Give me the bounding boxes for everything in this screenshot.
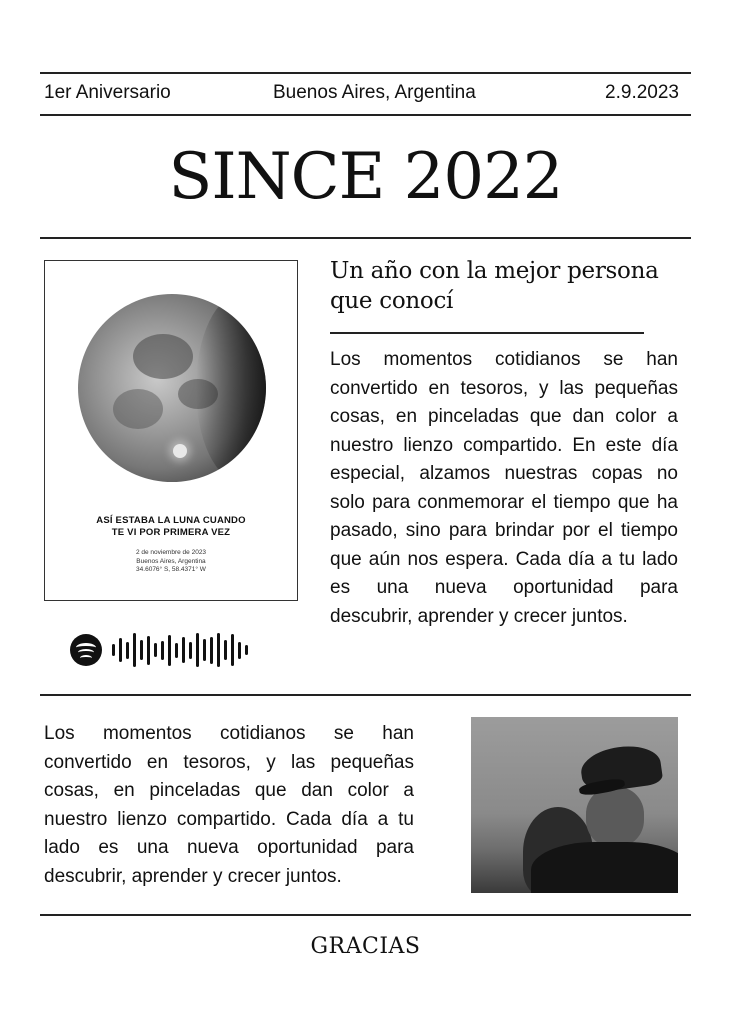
- spotify-code-bar: [245, 645, 248, 655]
- main-paragraph: Los momentos cotidianos se han convertido en tesoros, y las pequeñas cosas, en pinceladas que dan color a nuestro lienzo compartido. En este día especial, alzamos nuestras copas no solo para conmemorar el tiempo que ha pasado, sino para brindar por el tiempo que aún nos espera. Cada día a tu lado es una nueva oportunidad para descubrir, aprender y crecer juntos.: [330, 349, 678, 627]
- spotify-code-bar: [154, 643, 157, 657]
- spotify-code-bar: [140, 640, 143, 660]
- bottom-rule: [40, 914, 691, 916]
- spotify-code-bar: [112, 644, 115, 656]
- spotify-code-bar: [231, 634, 234, 666]
- couple-photo: [471, 717, 678, 893]
- poster-meta: [45, 549, 297, 575]
- spotify-code-bar: [210, 637, 213, 664]
- headline-line1: Un año con la mejor persona: [330, 258, 659, 284]
- poster-caption: [45, 515, 297, 539]
- header-top-rule: [40, 72, 691, 74]
- header-bar: [40, 80, 691, 108]
- spotify-code-bar: [203, 639, 206, 661]
- poster-place: Buenos Aires, Argentina: [136, 557, 206, 565]
- spotify-code-bar: [196, 633, 199, 667]
- spotify-code-bar: [189, 642, 192, 659]
- poster-caption-line2: TE VI POR PRIMERA VEZ: [111, 527, 231, 538]
- poster-caption-line1: ASÍ ESTABA LA LUNA CUANDO: [96, 515, 246, 526]
- moon-poster: [44, 260, 298, 601]
- spotify-code-bar: [161, 641, 164, 660]
- spotify-code-bar: [238, 642, 241, 659]
- spotify-code-bar: [182, 637, 185, 663]
- headline-rule: [330, 332, 644, 334]
- anniversary-label: 1er Aniversario: [44, 82, 171, 103]
- spotify-code-bar: [147, 636, 150, 665]
- middle-rule: [40, 694, 691, 696]
- headline-line2: que conocí: [330, 288, 454, 314]
- title-rule: [40, 237, 691, 239]
- moon-image: [78, 294, 266, 482]
- spotify-code-bar: [224, 640, 227, 660]
- secondary-paragraph: Los momentos cotidianos se han convertido en tesoros, y las pequeñas cosas, en pinceladas que dan color a nuestro lienzo compartido. Cada día a tu lado es una nueva oportunidad para descubrir, aprender y crecer juntos.: [44, 723, 414, 887]
- footer-thanks: GRACIAS: [310, 934, 421, 959]
- spotify-code-bar: [119, 638, 122, 662]
- poster-date: 2 de noviembre de 2023: [135, 549, 207, 556]
- spotify-code-bar: [126, 642, 129, 659]
- spotify-code-barcode[interactable]: [112, 632, 267, 668]
- spotify-code-bar: [217, 633, 220, 667]
- page-title: SINCE 2022: [168, 140, 563, 214]
- article-headline: [330, 256, 680, 316]
- spotify-code-bar: [168, 635, 171, 666]
- spotify-code-bar: [133, 633, 136, 667]
- spotify-icon[interactable]: [70, 634, 102, 666]
- header-bottom-rule: [40, 114, 691, 116]
- location-label: Buenos Aires, Argentina: [273, 82, 476, 103]
- spotify-code-bar: [175, 643, 178, 658]
- poster-coords: 34.6076° S, 58.4371° W: [136, 566, 206, 573]
- date-label: 2.9.2023: [605, 82, 679, 103]
